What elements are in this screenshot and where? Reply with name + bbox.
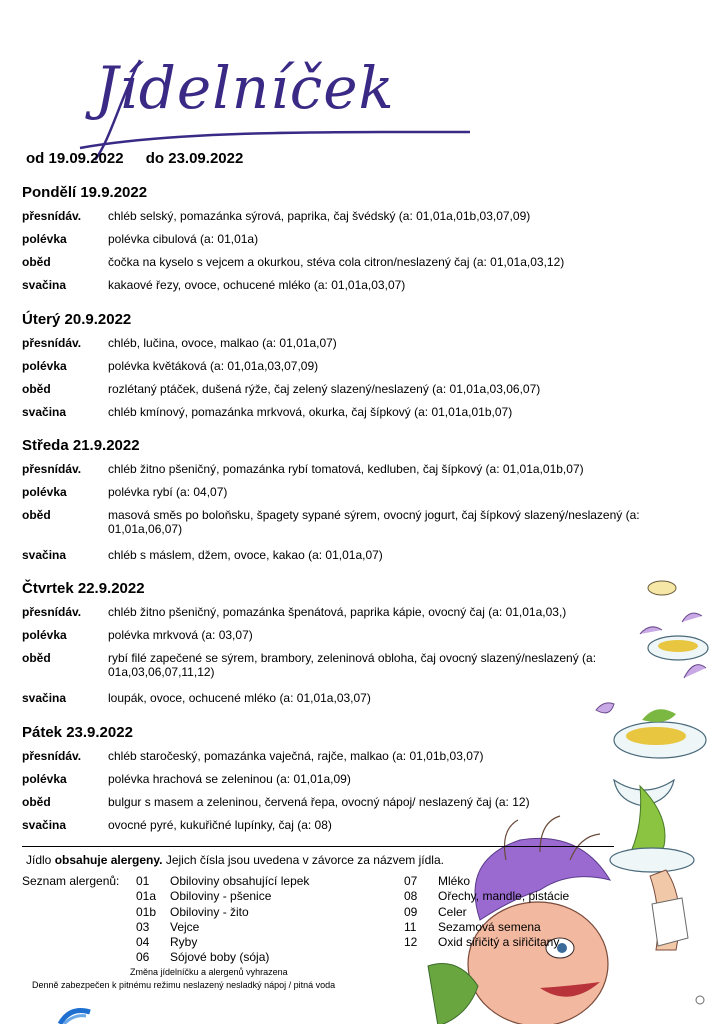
meal-label: přesnídáv.	[22, 209, 82, 223]
meal-row	[22, 485, 682, 499]
meal-label: svačina	[22, 818, 67, 832]
meal-text: rybí filé zapečené se sýrem, brambory, zeleninová obloha, čaj ovocný slazený/neslazený (a: 01a,03,06,07,11,12)	[108, 651, 597, 679]
meal-row	[22, 232, 682, 246]
day-wednesday	[22, 437, 682, 571]
allergen-name: Obiloviny - pšenice	[170, 889, 272, 904]
meal-text: chléb žitno pšeničný, pomazánka špenátová, paprika kápie, ovocný čaj (a: 01,01a,03,)	[108, 605, 567, 619]
day-tuesday	[22, 311, 682, 428]
meal-row	[22, 336, 682, 350]
day-title: Středa 21.9.2022	[22, 437, 140, 454]
meal-row	[22, 359, 682, 373]
date-to: do 23.09.2022	[145, 150, 244, 167]
allergen-row	[404, 905, 569, 920]
meal-text: bulgur s masem a zeleninou, červená řepa, ovocný nápoj/ neslazený čaj (a: 12)	[108, 795, 530, 809]
allergen-separator	[22, 846, 614, 847]
meal-label: oběd	[22, 508, 51, 522]
meal-label: přesnídáv.	[22, 462, 82, 476]
allergen-number: 07	[404, 874, 418, 888]
meal-text: chléb kmínový, pomazánka mrkvová, okurka, čaj šípkový (a: 01,01a,01b,07)	[108, 405, 513, 419]
allergen-row	[136, 889, 309, 904]
meal-row	[22, 209, 682, 223]
allergen-name: Oxid siřičitý a siřičitany	[438, 935, 560, 950]
logo-icon	[56, 1006, 116, 1024]
meal-text: chléb staročeský, pomazánka vaječná, rajče, malkao (a: 01,01b,03,07)	[108, 749, 484, 763]
meal-row	[22, 462, 682, 476]
meal-text: loupák, ovoce, ochucené mléko (a: 01,01a,03,07)	[108, 691, 371, 705]
allergen-number: 08	[404, 889, 418, 904]
day-title: Úterý 20.9.2022	[22, 311, 132, 328]
allergen-row	[136, 950, 309, 965]
day-title: Čtvrtek 22.9.2022	[22, 580, 145, 597]
allergen-name: Celer	[438, 904, 467, 919]
allergen-name: Ryby	[170, 935, 198, 950]
day-title: Pátek 23.9.2022	[22, 724, 133, 741]
allergen-name: Obiloviny - žito	[170, 904, 249, 919]
allergen-row	[136, 935, 309, 950]
allergen-row	[404, 889, 569, 904]
footnote-drink: Denně zabezpečen k pitnému režimu neslazený nesladký nápoj / pitná voda	[32, 980, 336, 990]
meal-row	[22, 255, 682, 269]
allergen-number: 01b	[136, 904, 157, 919]
allergen-number: 09	[404, 904, 418, 919]
allergy-note	[26, 853, 444, 867]
chef-illustration	[420, 560, 724, 1024]
allergen-row	[136, 874, 309, 889]
meal-text: polévka rybí (a: 04,07)	[108, 485, 228, 499]
allergen-number: 11	[404, 919, 417, 934]
meal-text: chléb selský, pomazánka sýrová, paprika, čaj švédský (a: 01,01a,01b,03,07,09)	[108, 209, 531, 223]
allergen-row	[404, 920, 569, 935]
page-title: Jídelníček	[95, 54, 395, 122]
meal-row	[22, 508, 682, 536]
meal-text: čočka na kyselo s vejcem a okurkou, stéva cola citron/neslazený čaj (a: 01,01a,03,12)	[108, 255, 565, 269]
allergy-note-pre: Jídlo	[26, 853, 55, 867]
allergen-column-1	[136, 874, 309, 966]
meal-label: svačina	[22, 405, 67, 419]
meal-text: polévka květáková (a: 01,01a,03,07,09)	[108, 359, 319, 373]
allergy-note-bold: obsahuje alergeny.	[54, 853, 163, 867]
allergen-number: 04	[136, 935, 150, 950]
meal-label: přesnídáv.	[22, 605, 82, 619]
date-from: od 19.09.2022	[26, 150, 124, 167]
allergen-name: Obiloviny obsahující lepek	[170, 874, 310, 888]
meal-row	[22, 278, 682, 292]
meal-label: oběd	[22, 651, 51, 665]
allergen-name: Sezamová semena	[438, 919, 541, 934]
date-range	[26, 150, 261, 167]
meal-label: oběd	[22, 382, 51, 396]
meal-text: polévka mrkvová (a: 03,07)	[108, 628, 253, 642]
allergen-name: Vejce	[170, 919, 200, 934]
meal-label: polévka	[22, 628, 67, 642]
day-title: Pondělí 19.9.2022	[22, 184, 148, 201]
day-monday	[22, 184, 682, 301]
meal-text: chléb, lučina, ovoce, malkao (a: 01,01a,07)	[108, 336, 337, 350]
allergen-name: Sójové boby (sója)	[170, 950, 270, 965]
meal-label: svačina	[22, 278, 67, 292]
allergen-number: 03	[136, 919, 150, 934]
meal-text: rozlétaný ptáček, dušená rýže, čaj zelený slazený/neslazený (a: 01,01a,03,06,07)	[108, 382, 541, 396]
allergen-row	[404, 935, 569, 950]
allergen-row	[136, 920, 309, 935]
meal-text: polévka cibulová (a: 01,01a)	[108, 232, 259, 246]
allergy-note-post: Jejich čísla jsou uvedena v závorce za názvem jídla.	[162, 853, 444, 867]
meal-label: polévka	[22, 232, 67, 246]
meal-label: přesnídáv.	[22, 336, 82, 350]
meal-label: svačina	[22, 548, 67, 562]
meal-text: kakaové řezy, ovoce, ochucené mléko (a: 01,01a,03,07)	[108, 278, 406, 292]
allergen-number: 01a	[136, 889, 157, 904]
meal-label: polévka	[22, 485, 67, 499]
allergen-name: Ořechy, mandle, pistácie	[438, 889, 570, 904]
allergen-name: Mléko	[438, 874, 471, 888]
allergen-row	[136, 905, 309, 920]
meal-row	[22, 405, 682, 419]
footnote-change: Změna jídelníčku a alergenů vyhrazena	[130, 967, 288, 977]
meal-label: oběd	[22, 795, 51, 809]
allergen-row	[404, 874, 569, 889]
allergen-number: 01	[136, 874, 150, 888]
meal-text: chléb žitno pšeničný, pomazánka rybí tomatová, kedluben, čaj šípkový (a: 01,01a,01b,07)	[108, 462, 584, 476]
meal-text: masová směs po boloňsku, špagety sypané sýrem, ovocný jogurt, čaj šípkový slazený/neslazený (a: 01,01a,06,07)	[108, 508, 640, 536]
meal-text: ovocné pyré, kukuřičné lupínky, čaj (a: 08)	[108, 818, 332, 832]
allergen-list-label: Seznam alergenů:	[22, 874, 120, 888]
meal-label: polévka	[22, 359, 67, 373]
allergen-number: 06	[136, 950, 150, 965]
meal-label: přesnídáv.	[22, 749, 82, 763]
meal-label: polévka	[22, 772, 67, 786]
meal-label: oběd	[22, 255, 51, 269]
meal-text: chléb s máslem, džem, ovoce, kakao (a: 01,01a,07)	[108, 548, 383, 562]
allergen-column-2	[404, 874, 569, 950]
meal-row	[22, 382, 682, 396]
meal-label: svačina	[22, 691, 67, 705]
allergen-number: 12	[404, 935, 418, 950]
meal-text: polévka hrachová se zeleninou (a: 01,01a,09)	[108, 772, 351, 786]
